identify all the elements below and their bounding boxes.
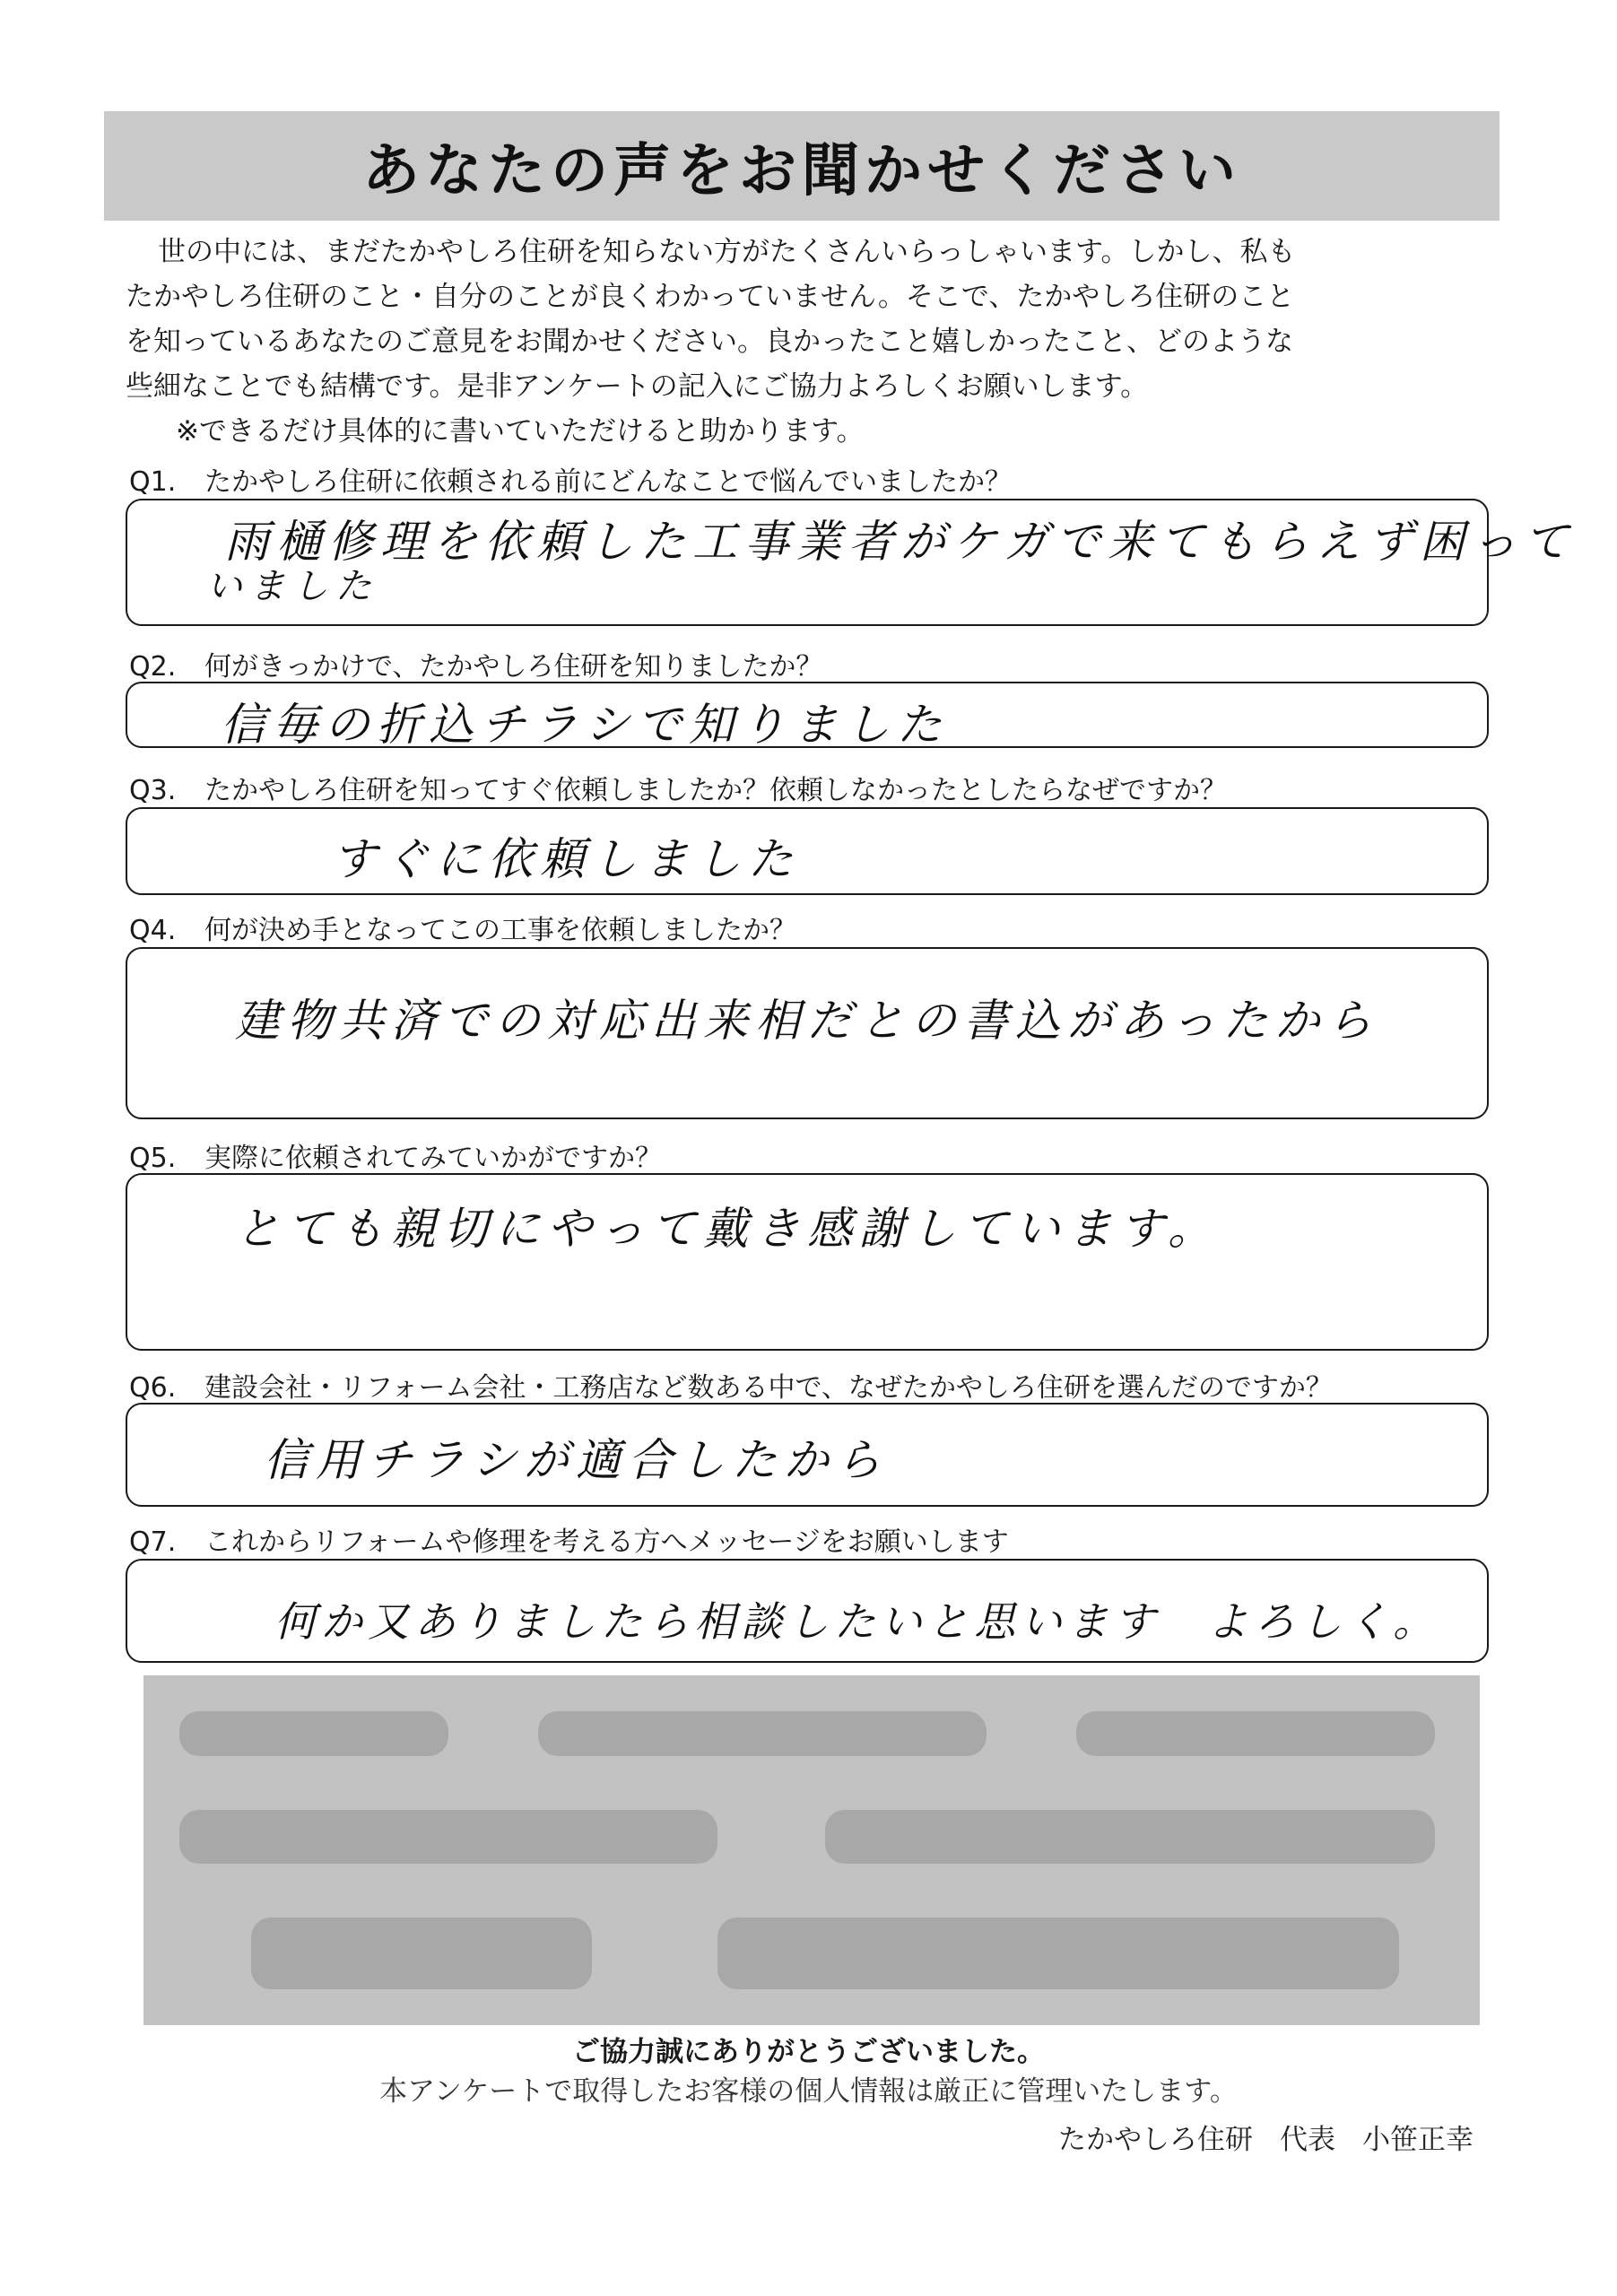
- answer-4: 建物共済での対応出来相だとの書込があったから: [235, 995, 1379, 1047]
- answer-2: 信毎の折込チラシで知りました: [221, 699, 949, 751]
- answer-1-line-2: いました: [206, 566, 378, 607]
- question-number: Q5.: [129, 1143, 177, 1174]
- page-title: あなたの声をお聞かせください: [362, 138, 1241, 204]
- redacted-block: [538, 1711, 987, 1756]
- answer-box-3[interactable]: [126, 807, 1489, 895]
- signature-line: [1058, 2117, 1474, 2157]
- redacted-block: [179, 1711, 448, 1756]
- role-label: 代表: [1280, 2124, 1335, 2156]
- representative-name: 小笹正幸: [1362, 2124, 1474, 2156]
- company-name: たかやしろ住研: [1058, 2124, 1253, 2156]
- answer-1-line-1: 雨樋修理を依頼した工事業者がケガで来てもらえず困って: [224, 516, 1576, 568]
- question-text: 建設会社・リフォーム会社・工務店など数ある中で、なぜたかやしろ住研を選んだのですか？: [204, 1372, 1333, 1404]
- answer-5: とても親切にやって戴き感謝しています。: [235, 1203, 1220, 1255]
- redacted-personal-info: [143, 1675, 1480, 2025]
- redacted-block: [1076, 1711, 1435, 1756]
- question-6: [129, 1365, 1333, 1405]
- question-4: [129, 908, 796, 947]
- redacted-block: [251, 1918, 592, 1989]
- redacted-block: [179, 1810, 717, 1864]
- question-text: たかやしろ住研を知ってすぐ依頼しましたか？依頼しなかったとしたらなぜですか？: [204, 775, 1227, 806]
- redacted-block: [825, 1810, 1435, 1864]
- answer-7: 何か又ありましたら相談したいと思います よろしく。: [274, 1597, 1440, 1646]
- redacted-block: [717, 1918, 1399, 1989]
- thanks-message: ご協力誠にありがとうございました。: [572, 2036, 1045, 2068]
- question-text: 実際に依頼されてみていかがですか？: [204, 1143, 662, 1174]
- question-number: Q6.: [129, 1372, 177, 1404]
- question-number: Q1.: [129, 466, 177, 498]
- intro-line: 世の中には、まだたかやしろ住研を知らない方がたくさんいらっしゃいます。しかし、私も: [158, 236, 1296, 268]
- title-banner: [104, 111, 1500, 221]
- question-2: [129, 644, 822, 683]
- question-text: 何が決め手となってこの工事を依頼しましたか？: [204, 915, 796, 946]
- question-number: Q3.: [129, 775, 177, 806]
- answer-6: 信用チラシが適合したから: [264, 1434, 888, 1486]
- question-text: たかやしろ住研に依頼される前にどんなことで悩んでいましたか？: [204, 466, 1012, 498]
- question-number: Q7.: [129, 1526, 177, 1558]
- question-5: [129, 1135, 662, 1175]
- intro-text: [126, 230, 1489, 454]
- intro-line: を知っているあなたのご意見をお聞かせください。良かったこと嬉しかったこと、どのような: [126, 326, 1293, 358]
- answer-3: すぐに依頼しました: [332, 833, 800, 885]
- intro-line: たかやしろ住研のこと・自分のことが良くわかっていません。そこで、たかやしろ住研のこと: [126, 281, 1295, 313]
- question-1: [129, 459, 1012, 499]
- question-text: 何がきっかけで、たかやしろ住研を知りましたか？: [204, 651, 823, 683]
- question-number: Q2.: [129, 651, 177, 683]
- question-text: これからリフォームや修理を考える方へメッセージをお願いします: [204, 1526, 1009, 1558]
- intro-line: 些細なことでも結構です。是非アンケートの記入にご協力よろしくお願いします。: [126, 370, 1149, 403]
- question-3: [129, 768, 1227, 807]
- intro-note: ※できるだけ具体的に書いていただけると助かります。: [176, 415, 865, 448]
- question-number: Q4.: [129, 915, 177, 946]
- question-7: [129, 1519, 1009, 1559]
- privacy-notice: 本アンケートで取得したお客様の個人情報は厳正に管理いたします。: [379, 2075, 1238, 2108]
